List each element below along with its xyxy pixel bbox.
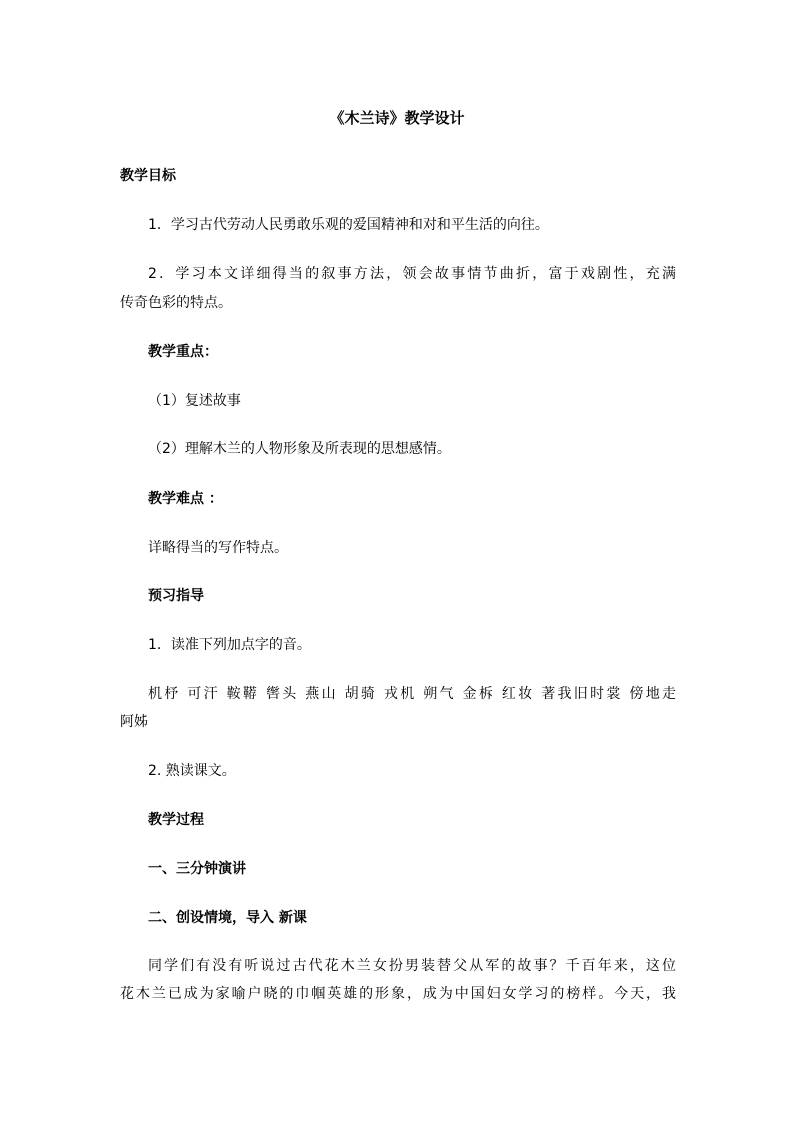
difficulty-text: 详略得当的写作特点。 <box>148 540 288 556</box>
objective-item-continued: 传奇色彩的特点。 <box>120 295 232 311</box>
process-heading: 教学过程 <box>148 812 204 828</box>
preview-heading: 预习指导 <box>148 588 204 604</box>
preview-item: 2. 熟读课文。 <box>148 763 236 779</box>
objective-item: 2．学习本文详细得当的叙事方法，领会故事情节曲折，富于戏剧性，充满 <box>148 266 676 282</box>
difficulty-heading: 教学难点 ： <box>148 491 223 507</box>
vocab-list: 机杼 可汗 鞍鞯 辔头 燕山 胡骑 戎机 朔气 金柝 红妆 著我旧时裳 傍地走 <box>148 686 676 702</box>
intro-paragraph-continued: 花木兰已成为家喻户晓的巾帼英雄的形象，成为中国妇女学习的榜样。今天，我 <box>120 986 676 1002</box>
objective-item: 1．学习古代劳动人民勇敢乐观的爱国精神和对和平生活的向往。 <box>148 217 549 233</box>
key-point-item: （2）理解木兰的人物形象及所表现的思想感情。 <box>148 441 451 457</box>
document-title: 《木兰诗》教学设计 <box>329 109 465 127</box>
preview-item: 1．读准下列加点字的音。 <box>148 637 311 653</box>
key-point-item: （1）复述故事 <box>148 393 241 409</box>
vocab-list-continued: 阿姊 <box>120 714 148 730</box>
process-step: 二、创设情境，导入 新课 <box>148 910 307 926</box>
process-step: 一、三分钟演讲 <box>148 861 246 877</box>
key-points-heading: 教学重点： <box>148 344 218 360</box>
intro-paragraph: 同学们有没有听说过古代花木兰女扮男装替父从军的故事？千百年来，这位 <box>148 958 676 974</box>
objectives-heading: 教学目标 <box>120 168 176 184</box>
